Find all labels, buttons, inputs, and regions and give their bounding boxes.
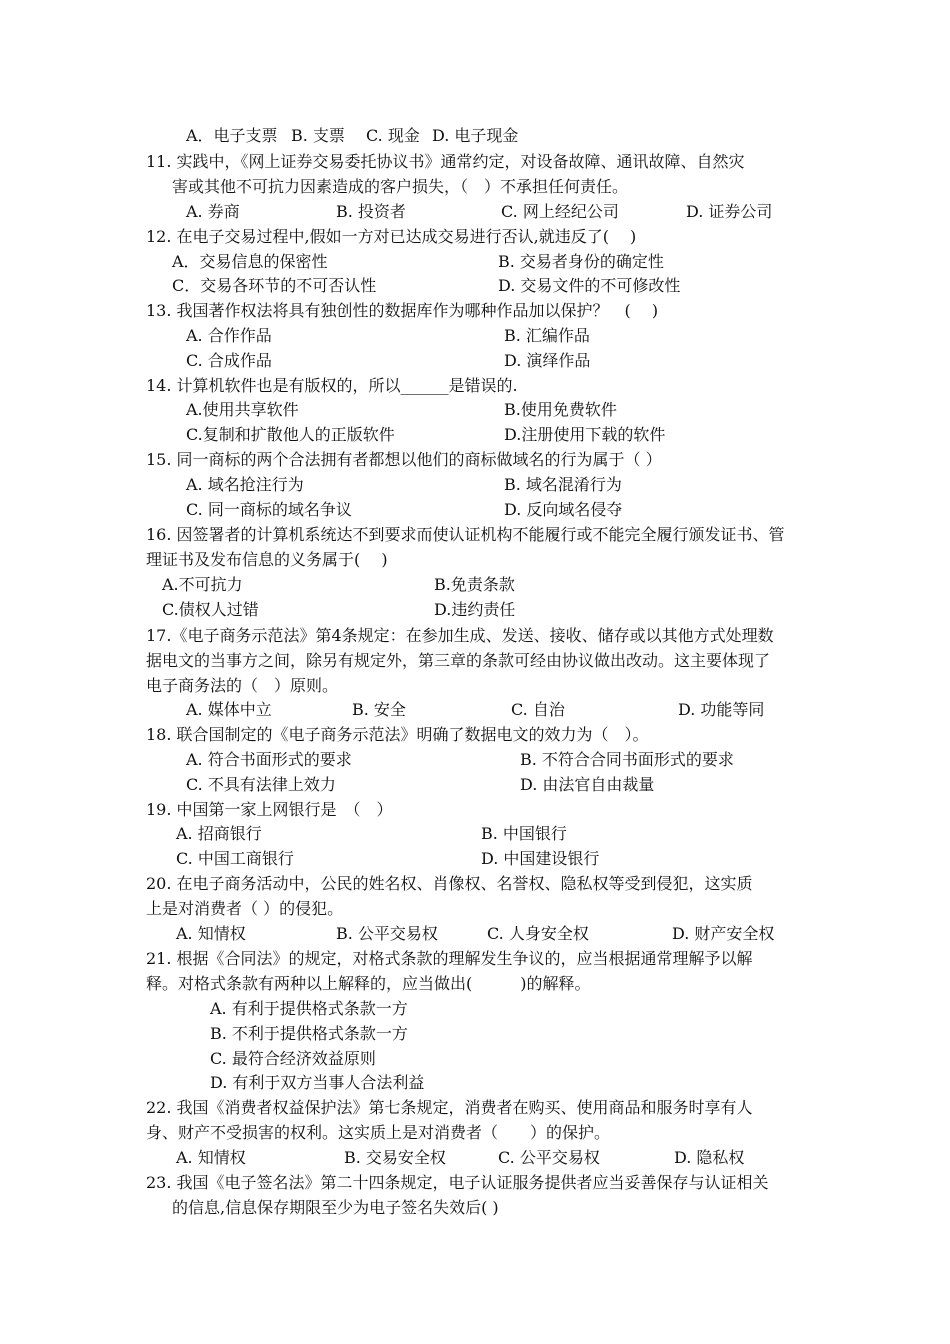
answer-option: B. 安全 — [352, 700, 406, 719]
text-line: B. 不利于提供格式条款一方 — [210, 1024, 408, 1043]
text-line: 23. 我国《电子签名法》第二十四条规定，电子认证服务提供者应当妥善保存与认证相关 — [146, 1173, 769, 1192]
answer-option: D. 由法官自由裁量 — [520, 775, 655, 794]
answer-option: B. 不符合合同书面形式的要求 — [520, 750, 734, 769]
answer-option: D. 财产安全权 — [672, 924, 775, 943]
answer-option: C. 现金 — [366, 126, 420, 145]
answer-option: C. 自治 — [511, 700, 565, 719]
text-line: 21. 根据《合同法》的规定，对格式条款的理解发生争议的，应当根据通常理解予以解 — [146, 949, 753, 968]
text-line: 16. 因签署者的计算机系统达不到要求而使认证机构不能履行或不能完全履行颁发证书、管 — [146, 525, 785, 544]
text-line: 11. 实践中，《网上证券交易委托协议书》通常约定，对设备故障、通讯故障、自然灾 — [146, 152, 745, 171]
answer-option: D. 隐私权 — [674, 1148, 745, 1167]
answer-option: A. 招商银行 — [176, 824, 262, 843]
answer-option: A.使用共享软件 — [186, 400, 299, 419]
answer-option: A. 知情权 — [176, 1148, 246, 1167]
text-line: C. 最符合经济效益原则 — [210, 1049, 376, 1068]
answer-option: B. 域名混淆行为 — [504, 475, 622, 494]
text-line: 18. 联合国制定的《电子商务示范法》明确了数据电文的效力为（ ）。 — [146, 725, 649, 744]
text-line: 22. 我国《消费者权益保护法》第七条规定，消费者在购买、使用商品和服务时享有人 — [146, 1098, 753, 1117]
answer-option: B. 公平交易权 — [336, 924, 438, 943]
answer-option: A. 券商 — [186, 202, 240, 221]
answer-option: C.复制和扩散他人的正版软件 — [186, 425, 395, 444]
answer-option: C. 人身安全权 — [487, 924, 589, 943]
answer-option: A. 域名抢注行为 — [186, 475, 304, 494]
answer-option: A.不可抗力 — [162, 575, 243, 594]
answer-option: B. 中国银行 — [481, 824, 567, 843]
text-line: 电子商务法的（ ）原则。 — [146, 676, 339, 695]
answer-option: D. 中国建设银行 — [481, 849, 600, 868]
answer-option: A. 符合书面形式的要求 — [186, 750, 352, 769]
answer-option: B. 汇编作品 — [504, 326, 590, 345]
answer-option: D. 交易文件的不可修改性 — [498, 276, 681, 295]
answer-option: D. 演绎作品 — [504, 351, 591, 370]
answer-option: A. 知情权 — [176, 924, 246, 943]
text-line: 身、财产不受损害的权利。这实质上是对消费者（ ）的保护。 — [146, 1123, 611, 1142]
answer-option: B.使用免费软件 — [504, 400, 617, 419]
answer-option: C. 不具有法律上效力 — [186, 775, 336, 794]
answer-option: D. 功能等同 — [678, 700, 765, 719]
text-line: D. 有利于双方当事人合法利益 — [210, 1073, 425, 1092]
text-line: 释。对格式条款有两种以上解释的，应当做出( )的解释。 — [146, 974, 591, 993]
answer-option: A．电子支票 — [186, 126, 278, 145]
answer-option: D. 电子现金 — [432, 126, 519, 145]
text-line: 上是对消费者（ ）的侵犯。 — [146, 899, 344, 918]
answer-option: C. 同一商标的域名争议 — [186, 500, 352, 519]
answer-option: C．交易各环节的不可否认性 — [172, 276, 377, 295]
text-line: 害或其他不可抗力因素造成的客户损失，（ ）不承担任何责任。 — [172, 177, 629, 196]
text-line: 20. 在电子商务活动中，公民的姓名权、肖像权、名誉权、隐私权等受到侵犯，这实质 — [146, 874, 753, 893]
text-line: 13. 我国著作权法将具有独创性的数据库作为哪种作品加以保护？ ( ) — [146, 301, 659, 320]
answer-option: A. 媒体中立 — [186, 700, 272, 719]
answer-option: D.注册使用下载的软件 — [504, 425, 666, 444]
answer-option: A. 合作作品 — [186, 326, 272, 345]
text-line: 12. 在电子交易过程中,假如一方对已达成交易进行否认,就违反了( ) — [146, 227, 637, 246]
answer-option: D. 反向域名侵夺 — [504, 500, 623, 519]
answer-option: B.免责条款 — [434, 575, 515, 594]
text-line: 14. 计算机软件也是有版权的，所以______是错误的. — [146, 376, 518, 395]
answer-option: C.债权人过错 — [162, 600, 259, 619]
answer-option: A．交易信息的保密性 — [172, 252, 328, 271]
text-line: 17.《电子商务示范法》第4条规定：在参加生成、发送、接收、储存或以其他方式处理数 — [146, 626, 774, 645]
answer-option: B. 支票 — [291, 126, 345, 145]
text-line: 据电文的当事方之间，除另有规定外，第三章的条款可经由协议做出改动。这主要体现了 — [146, 651, 771, 670]
answer-option: C. 中国工商银行 — [176, 849, 294, 868]
text-line: 的信息,信息保存期限至少为电子签名失效后( ) — [172, 1198, 499, 1217]
answer-option: C. 合成作品 — [186, 351, 272, 370]
answer-option: C. 公平交易权 — [498, 1148, 600, 1167]
text-line: 15. 同一商标的两个合法拥有者都想以他们的商标做域名的行为属于（ ） — [146, 450, 662, 469]
answer-option: B. 投资者 — [336, 202, 406, 221]
text-line: A. 有利于提供格式条款一方 — [210, 999, 408, 1018]
answer-option: B. 交易安全权 — [344, 1148, 446, 1167]
text-line: 理证书及发布信息的义务属于( ) — [146, 550, 388, 569]
answer-option: C. 网上经纪公司 — [501, 202, 619, 221]
answer-option: B. 交易者身份的确定性 — [498, 252, 664, 271]
text-line: 19. 中国第一家上网银行是 （ ） — [146, 800, 393, 819]
answer-option: D. 证券公司 — [686, 202, 773, 221]
answer-option: D.违约责任 — [434, 600, 516, 619]
